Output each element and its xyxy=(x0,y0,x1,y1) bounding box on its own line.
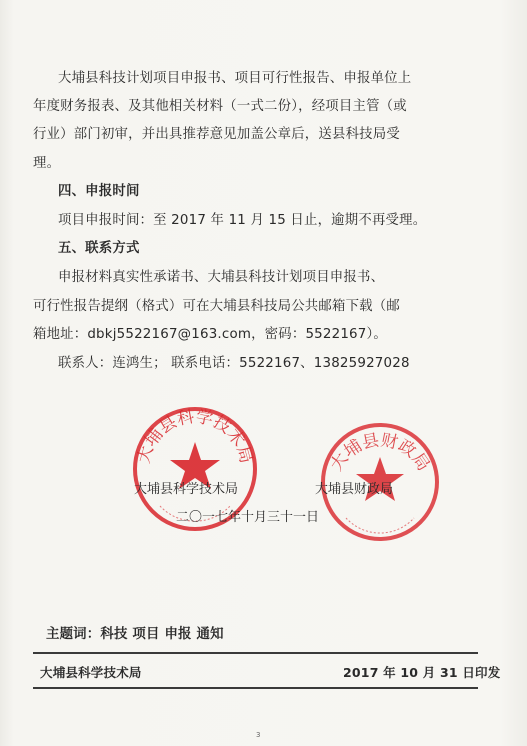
contact-line: 联系人：连鸿生； 联系电话：5522167、13825927028 xyxy=(58,356,410,371)
seal-2-text: 大埔县财政局 xyxy=(326,430,434,475)
footer-print-date: 2017 年 10 月 31 日印发 xyxy=(343,665,501,680)
signature-office-2: 大埔县财政局 xyxy=(315,482,394,497)
page-number: 3 xyxy=(256,731,261,739)
footer-rule-top xyxy=(33,652,478,654)
footer-issuer: 大埔县科学技术局 xyxy=(40,665,142,680)
section-5-line-2: 可行性报告提纲（格式）可在大埔县科技局公共邮箱下载（邮 xyxy=(33,299,400,314)
body-line-4: 理。 xyxy=(33,156,61,171)
footer-rule-bottom xyxy=(33,687,478,689)
body-line-1: 大埔县科技计划项目申报书、项目可行性报告、申报单位上 xyxy=(58,71,412,86)
body-line-3: 行业）部门初审，并出具推荐意见加盖公章后，送县科技局受 xyxy=(33,127,400,142)
seal-1-text: 大埔县科学技术局 xyxy=(133,406,257,466)
signature-office-1: 大埔县科学技术局 xyxy=(134,482,239,497)
keywords: 主题词：科技 项目 申报 通知 xyxy=(46,627,224,642)
section-5-line-1: 申报材料真实性承诺书、大埔县科技计划项目申报书、 xyxy=(58,270,385,285)
section-4-text: 项目申报时间：至 2017 年 11 月 15 日止，逾期不再受理。 xyxy=(58,213,427,228)
section-5-line-3: 箱地址：dbkj5522167@163.com，密码：5522167）。 xyxy=(33,327,387,342)
section-5-heading: 五、联系方式 xyxy=(58,241,140,256)
body-line-2: 年度财务报表、及其他相关材料（一式二份），经项目主管（或 xyxy=(33,99,407,114)
signature-date: 二〇一七年十月三十一日 xyxy=(176,510,320,525)
section-4-heading: 四、申报时间 xyxy=(58,184,140,199)
